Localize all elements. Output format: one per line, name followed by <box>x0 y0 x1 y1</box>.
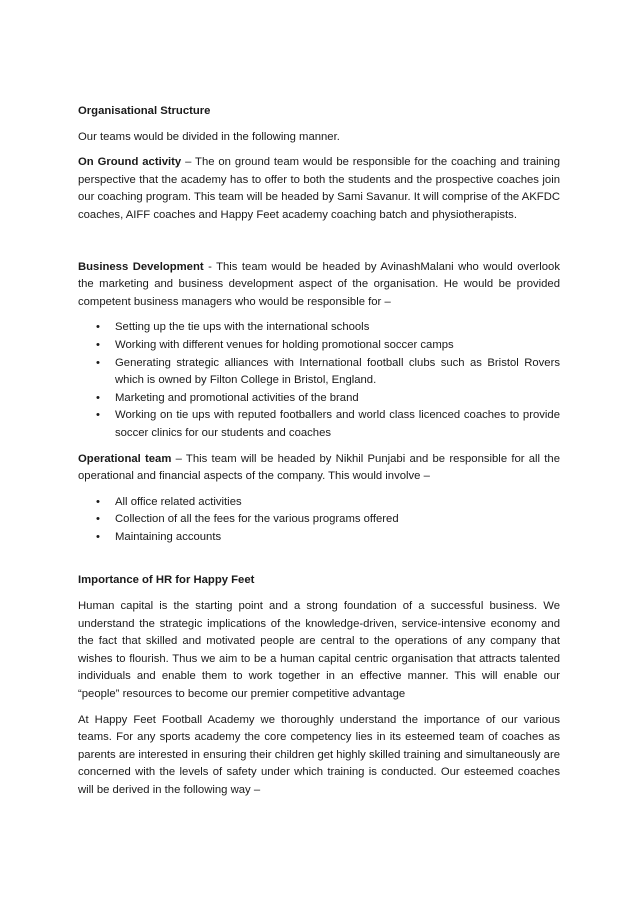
bullet-icon: • <box>96 391 100 404</box>
list-item <box>78 407 560 442</box>
list-item <box>78 529 560 547</box>
list-item <box>78 511 560 529</box>
on-ground-paragraph <box>78 154 560 224</box>
bullet-icon: • <box>96 513 100 526</box>
on-ground-lead: On Ground activity <box>78 156 182 169</box>
bullet-icon: • <box>96 495 100 508</box>
bullet-icon: • <box>96 356 100 369</box>
bullet-icon: • <box>96 338 100 351</box>
operational-list <box>78 494 560 547</box>
list-item-text: Marketing and promotional activities of the brand <box>115 391 359 404</box>
bullet-icon: • <box>96 409 100 422</box>
list-item <box>78 355 560 390</box>
hr-paragraph-1: Human capital is the starting point and a strong foundation of a successful business. We understand the strategic implications of the knowledge-driven, service-intensive economy and the fact that skilled and motivated people are central to the operations of any company that wishes to flourish. Thus we aim to be a human capital centric organisation that attracts talented individuals and enable them to work together in an effective manner. This will enable our “people” resources to become our premier competitive advantage <box>78 600 560 701</box>
section-heading-org-structure: Organisational Structure <box>78 105 211 117</box>
list-item <box>78 319 560 337</box>
hr-paragraph-2: At Happy Feet Football Academy we thoroughly understand the importance of our various teams. For any sports academy the core competency lies in its esteemed team of coaches as parents are interested in ensuring their children get highly skilled training and simultaneously are concerned with the levels of safety under which training is conducted. Our esteemed coaches will be derived in the following way – <box>78 713 560 796</box>
operational-text: – This team will be headed by Nikhil Punjabi and be responsible for all the operational and financial aspects of the company. This would involve – <box>78 452 560 483</box>
spacer <box>78 233 560 259</box>
spacer <box>78 554 560 572</box>
list-item-text: Setting up the tie ups with the international schools <box>115 321 370 334</box>
operational-lead: Operational team <box>78 452 172 465</box>
list-item <box>78 390 560 408</box>
list-item-text: Collection of all the fees for the various programs offered <box>115 513 399 526</box>
list-item <box>78 494 560 512</box>
bullet-icon: • <box>96 530 100 543</box>
section-heading-hr: Importance of HR for Happy Feet <box>78 574 255 587</box>
list-item-text: Working on tie ups with reputed footballers and world class licenced coaches to provide soccer clinics for our students and coaches <box>115 409 560 439</box>
list-item-text: Maintaining accounts <box>115 530 222 543</box>
business-dev-text: - This team would be headed by AvinashMalani who would overlook the marketing and business development aspect of the organisation. He would be provided competent business managers who would be responsible for – <box>78 260 560 308</box>
on-ground-text: – The on ground team would be responsible for the coaching and training perspective that the academy has to offer to both the students and the prospective coaches join our coaching program. This team will be headed by Sami Savanur. It will comprise of the AKFDC coaches, AIFF coaches and Happy Feet academy coaching batch and physiotherapists. <box>78 156 561 221</box>
operational-paragraph <box>78 451 560 486</box>
list-item-text: Working with different venues for holding promotional soccer camps <box>115 338 454 351</box>
list-item-text: Generating strategic alliances with International football clubs such as Bristol Rovers which is owned by Filton College in Bristol, England. <box>115 356 560 387</box>
intro-paragraph: Our teams would be divided in the following manner. <box>78 130 340 143</box>
business-dev-list <box>78 319 560 442</box>
list-item <box>78 337 560 355</box>
business-dev-paragraph <box>78 259 560 312</box>
list-item-text: All office related activities <box>115 495 242 508</box>
page-content <box>78 103 560 808</box>
business-dev-lead: Business Development <box>78 260 204 273</box>
bullet-icon: • <box>96 321 100 334</box>
